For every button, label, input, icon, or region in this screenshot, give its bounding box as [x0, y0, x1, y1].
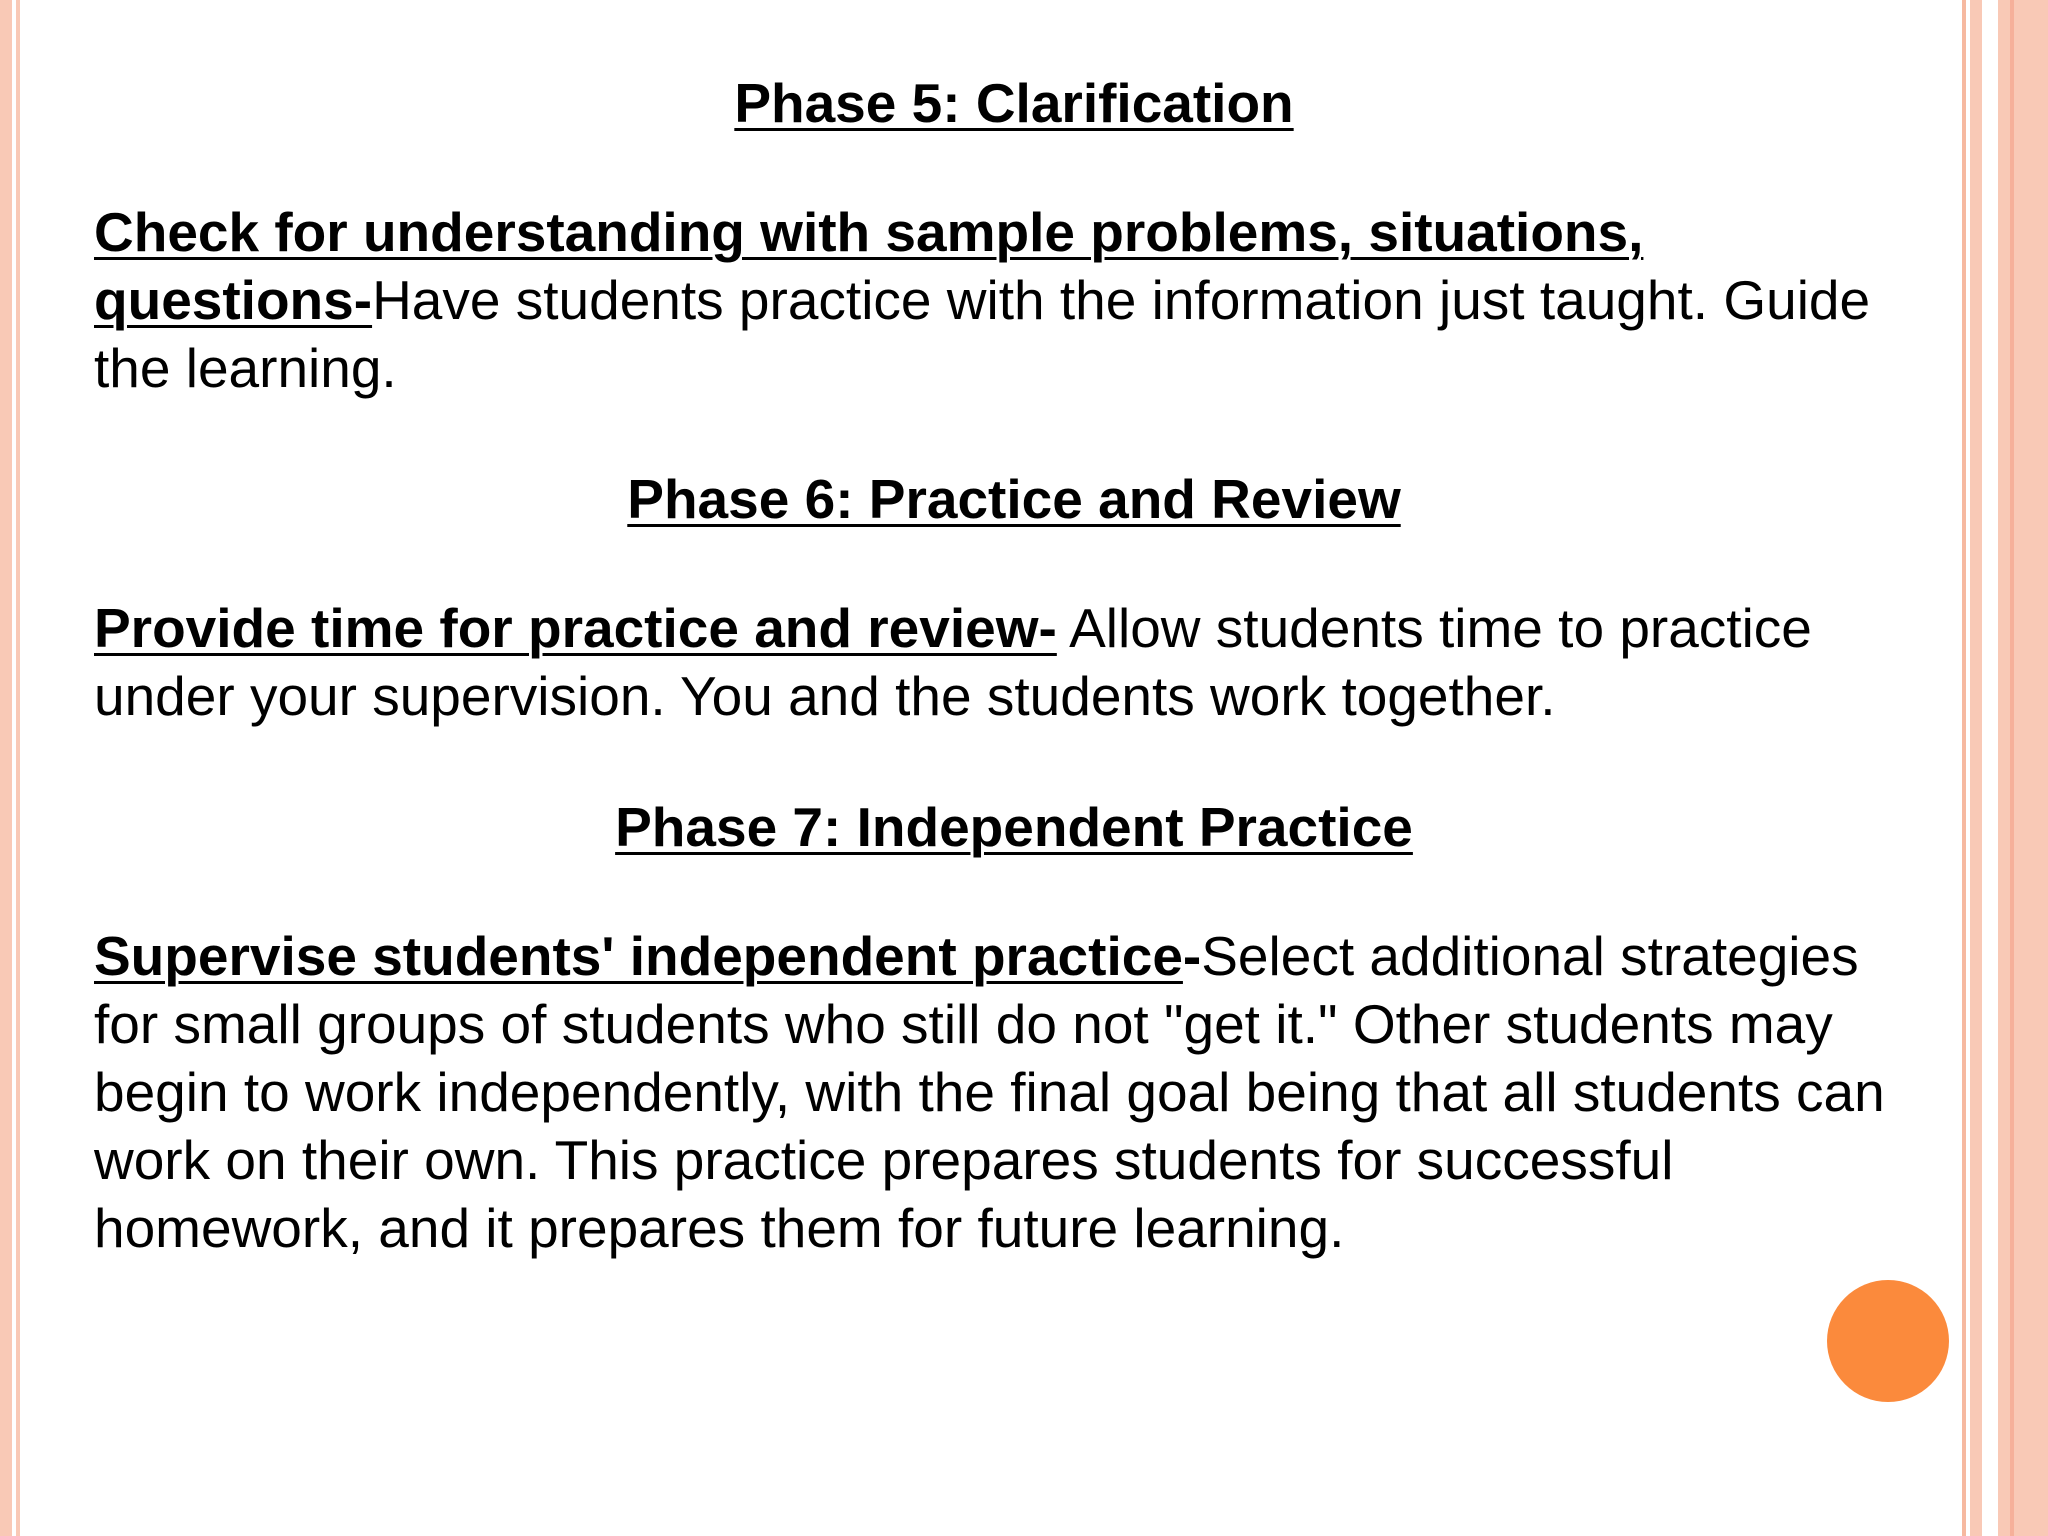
- phase-7-lead: Supervise students' independent practice: [94, 925, 1183, 987]
- slide-content: [94, 68, 1934, 1262]
- phase-7-heading: Phase 7: Independent Practice: [615, 796, 1413, 858]
- phase-6-lead: Provide time for practice and review-: [94, 597, 1057, 659]
- left-border-stripe: [0, 0, 12, 1536]
- phase-6-body: Allow students time to practice under your supervision. You and the students work together.: [94, 597, 1812, 727]
- phase-7-lead-dash: -: [1182, 925, 1202, 987]
- right-border-accent-line: [2010, 0, 2014, 1536]
- orange-circle-decoration: [1827, 1280, 1949, 1402]
- phase-6-paragraph: [94, 594, 1934, 730]
- right-border-thin-stripe: [1962, 0, 1966, 1536]
- left-border-thin-stripe: [16, 0, 20, 1536]
- phase-5-paragraph: [94, 198, 1934, 402]
- right-border-gap: [1982, 0, 1998, 1536]
- phase-5-body: Have students practice with the information just taught. Guide the learning.: [94, 269, 1871, 399]
- phase-5-lead: Check for understanding with sample problems, situations, questions-: [94, 201, 1644, 331]
- right-border-stripe: [1970, 0, 1982, 1536]
- phase-5-heading: Phase 5: Clarification: [734, 72, 1294, 134]
- phase-6-heading: Phase 6: Practice and Review: [627, 468, 1401, 530]
- phase-7-paragraph: [94, 922, 1934, 1262]
- right-border-wide-stripe: [1998, 0, 2048, 1536]
- phase-7-body: Select additional strategies for small groups of students who still do not "get it." Other students may begin to work independently, with the final goal being that all students can work on their own. This practice prepares students for successful homework, and it prepares them for future learning.: [94, 925, 1885, 1259]
